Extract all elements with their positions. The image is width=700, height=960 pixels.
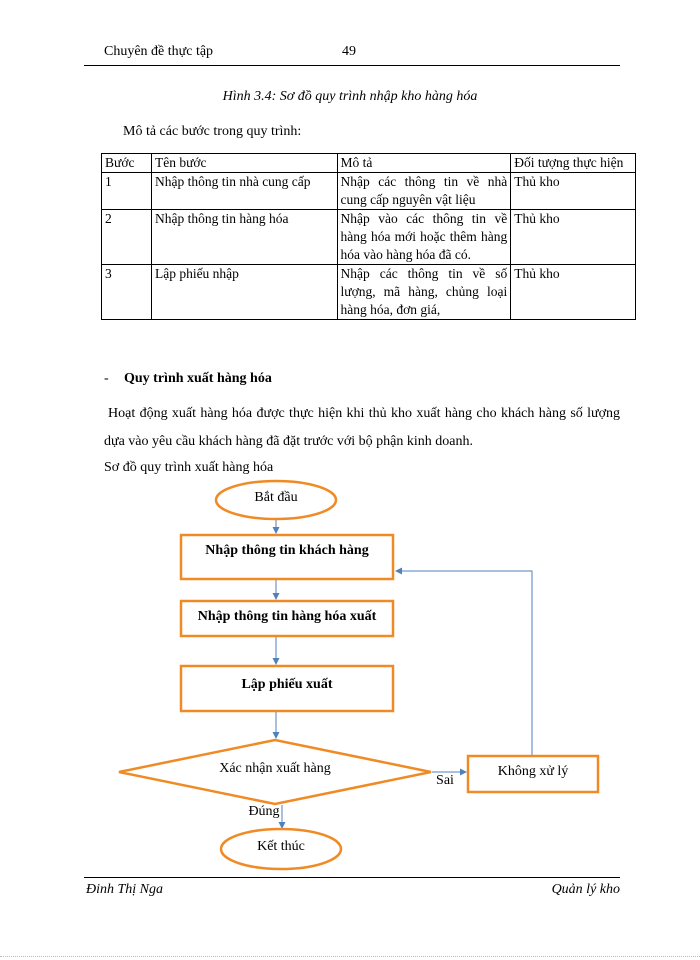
- cell-name: Nhập thông tin hàng hóa: [151, 210, 337, 265]
- bullet-dash: -: [104, 371, 109, 386]
- figure-caption: Hình 3.4: Sơ đồ quy trình nhập kho hàng hóa: [222, 89, 478, 104]
- yes-branch-label: Đúng: [248, 804, 280, 819]
- no-branch-label: Sai: [436, 773, 454, 788]
- header-cell-description: Mô tả: [337, 154, 511, 173]
- start-label: Bắt đầu: [254, 490, 298, 505]
- cell-description: Nhập các thông tin về số lượng, mã hàng, chủng loại hàng hóa, đơn giá,: [337, 265, 511, 320]
- section-paragraph: Hoạt động xuất hàng hóa được thực hiện khi thủ kho xuất hàng cho khách hàng số lượng dựa vào yêu cầu khách hàng đã đặt trước với bộ phận kinh doanh.: [104, 406, 620, 449]
- footer-subject: Quản lý kho: [551, 882, 620, 897]
- decision-label: Xác nhận xuất hàng: [219, 761, 331, 776]
- reject-label: Không xử lý: [497, 764, 569, 779]
- footer-author: Đinh Thị Nga: [86, 882, 164, 897]
- cell-name: Lập phiếu nhập: [151, 265, 337, 320]
- cell-step: 3: [102, 265, 152, 320]
- arrow-reject-loop-back: [396, 571, 532, 755]
- cell-step: 1: [102, 173, 152, 210]
- header-cell-step: Bước: [102, 154, 152, 173]
- step1-label: Nhập thông tin khách hàng: [205, 543, 369, 558]
- step2-label: Nhập thông tin hàng hóa xuất: [197, 609, 377, 624]
- flow-shapes: [119, 481, 598, 869]
- section-title: Quy trình xuất hàng hóa: [124, 371, 272, 386]
- end-label: Kết thúc: [257, 839, 305, 854]
- header-title: Chuyên đề thực tập: [104, 44, 214, 59]
- page-edge: [0, 956, 700, 957]
- header-cell-actor: Đối tượng thực hiện: [511, 154, 636, 173]
- cell-description: Nhập các thông tin về nhà cung cấp nguyên vật liệu: [337, 173, 511, 210]
- header-cell-name: Tên bước: [151, 154, 337, 173]
- page-number: 49: [342, 44, 356, 59]
- step3-label: Lập phiếu xuất: [241, 677, 333, 692]
- footer-divider: [84, 877, 620, 878]
- flowchart-label: Sơ đồ quy trình xuất hàng hóa: [104, 460, 274, 475]
- intro-text: Mô tả các bước trong quy trình:: [123, 124, 302, 139]
- cell-name: Nhập thông tin nhà cung cấp: [151, 173, 337, 210]
- cell-actor: Thủ kho: [511, 210, 636, 265]
- cell-step: 2: [102, 210, 152, 265]
- cell-actor: Thủ kho: [511, 173, 636, 210]
- cell-description: Nhập vào các thông tin về hàng hóa mới hoặc thêm hàng hóa vào hàng hóa đã có.: [337, 210, 511, 265]
- cell-actor: Thủ kho: [511, 265, 636, 320]
